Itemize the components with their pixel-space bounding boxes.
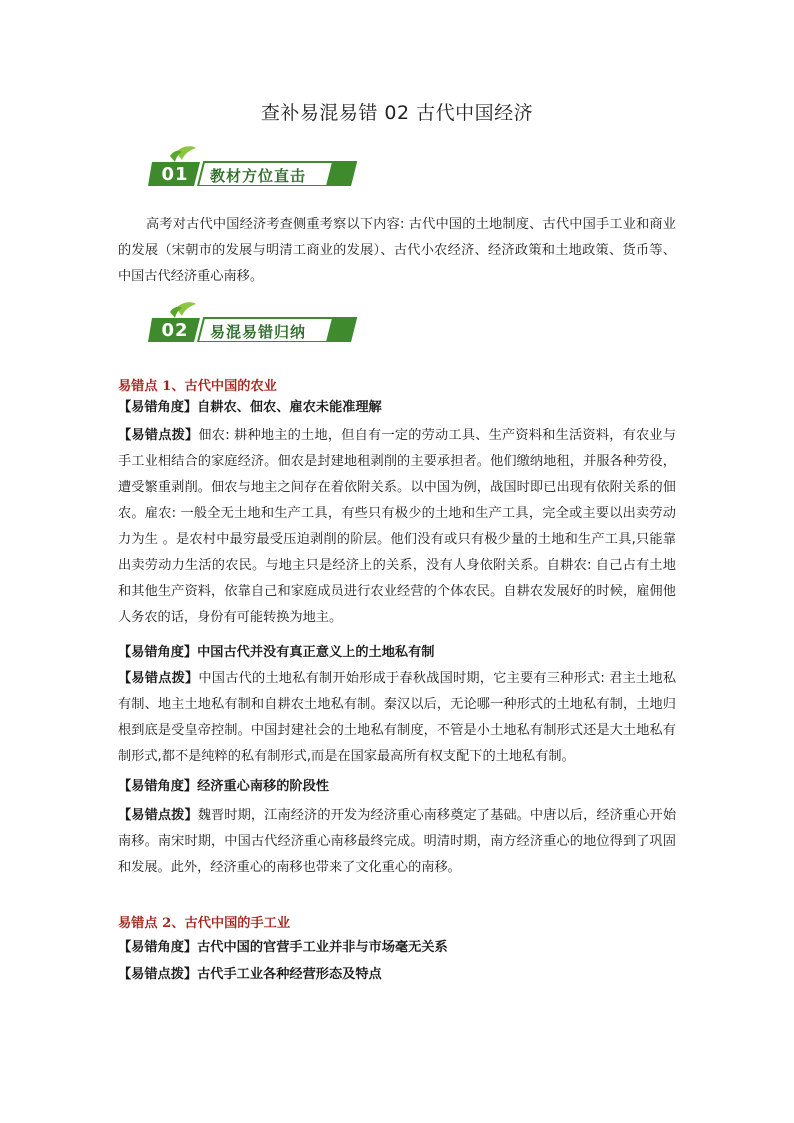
item-tag: 【易错点拨】 xyxy=(118,808,198,823)
error-item xyxy=(118,935,676,961)
error-item xyxy=(118,640,676,666)
error-item xyxy=(118,423,676,631)
error-item xyxy=(118,962,676,988)
banner-number: 01 xyxy=(161,164,189,185)
item-tag: 【易错角度】 xyxy=(118,940,198,955)
item-tag: 【易错点拨】 xyxy=(118,671,199,686)
error-item xyxy=(118,774,676,800)
section-banner-01 xyxy=(148,146,358,186)
item-tag: 【易错角度】 xyxy=(118,779,198,794)
item-tag: 【易错角度】 xyxy=(118,400,198,415)
error-item xyxy=(118,666,676,770)
item-text: 中国古代并没有真正意义上的土地私有制 xyxy=(197,645,435,660)
item-text: 佃农: 耕种地主的土地，但自有一定的劳动工具、生产资料和生活资料，有农业与手工业相结合的家庭经济。佃农是封建地租剥削的主要承担者。他们缴纳地租，并服各种劳役，遭受繁重剥削。佃农与地主之间存在着依附关系。以中国为例，战国时即已出现有依附关系的佃农。雇农: 一般全无土地和生产工具，有些只有极少的土地和生产工具，完全或主要以出卖劳动力为生 。是农村中最穷最受压迫剥削的阶层。他们没有或只有极少量的土地和生产工具,只能靠出卖劳动力生活的农民。与地主只是经济上的关系，没有人身依附关系。自耕农: 自己占有土地和其他生产资料，依靠自己和家庭成员进行农业经营的个体农民。自耕农发展好的时候，雇佣他人务农的话，身份有可能转换为地主。 xyxy=(118,428,677,625)
error-point-heading: 易错点 2、古代中国的手工业 xyxy=(118,916,291,931)
section-banner-02 xyxy=(148,302,358,342)
error-item xyxy=(118,395,676,421)
intro-paragraph: 高考对古代中国经济考查侧重考察以下内容: 古代中国的土地制度、古代中国手工业和商业的发展（宋朝市的发展与明清工商业的发展）、古代小农经济、经济政策和土地政策、货币等、中国古代经济重心南移。 xyxy=(118,217,676,284)
page-title: 查补易混易错 02 古代中国经济 xyxy=(260,102,534,124)
item-text: 古代中国的官营手工业并非与市场毫无关系 xyxy=(197,940,448,955)
item-tag: 【易错角度】 xyxy=(118,645,198,660)
item-text: 魏晋时期，江南经济的开发为经济重心南移奠定了基础。中唐以后，经济重心开始南移。南宋时期，中国古代经济重心南移最终完成。明清时期，南方经济重心的地位得到了巩固和发展。此外，经济重心的南移也带来了文化重心的南移。 xyxy=(118,808,677,875)
item-text: 经济重心南移的阶段性 xyxy=(197,779,329,794)
item-tag: 【易错点拨】 xyxy=(118,967,198,982)
error-point-heading: 易错点 1、古代中国的农业 xyxy=(118,379,277,394)
item-text: 中国古代的土地私有制开始形成于春秋战国时期，它主要有三种形式: 君主土地私有制、地主土地私有制和自耕农土地私有制。秦汉以后，无论哪一种形式的土地私有制，土地归根到底是受皇帝控制。中国封建社会的土地私有制度，不管是小土地私有制形式还是大土地私有制形式,都不是纯粹的私有制形式,而是在国家最高所有权支配下的土地私有制。 xyxy=(118,671,677,764)
banner-number: 02 xyxy=(161,320,189,341)
item-text: 古代手工业各种经营形态及特点 xyxy=(197,967,382,982)
banner-label: 教材方位直击 xyxy=(210,167,307,185)
error-item xyxy=(118,803,676,881)
item-tag: 【易错点拨】 xyxy=(118,428,199,443)
item-text: 自耕农、佃农、雇农未能准理解 xyxy=(197,400,382,415)
banner-label: 易混易错归纳 xyxy=(210,323,307,341)
